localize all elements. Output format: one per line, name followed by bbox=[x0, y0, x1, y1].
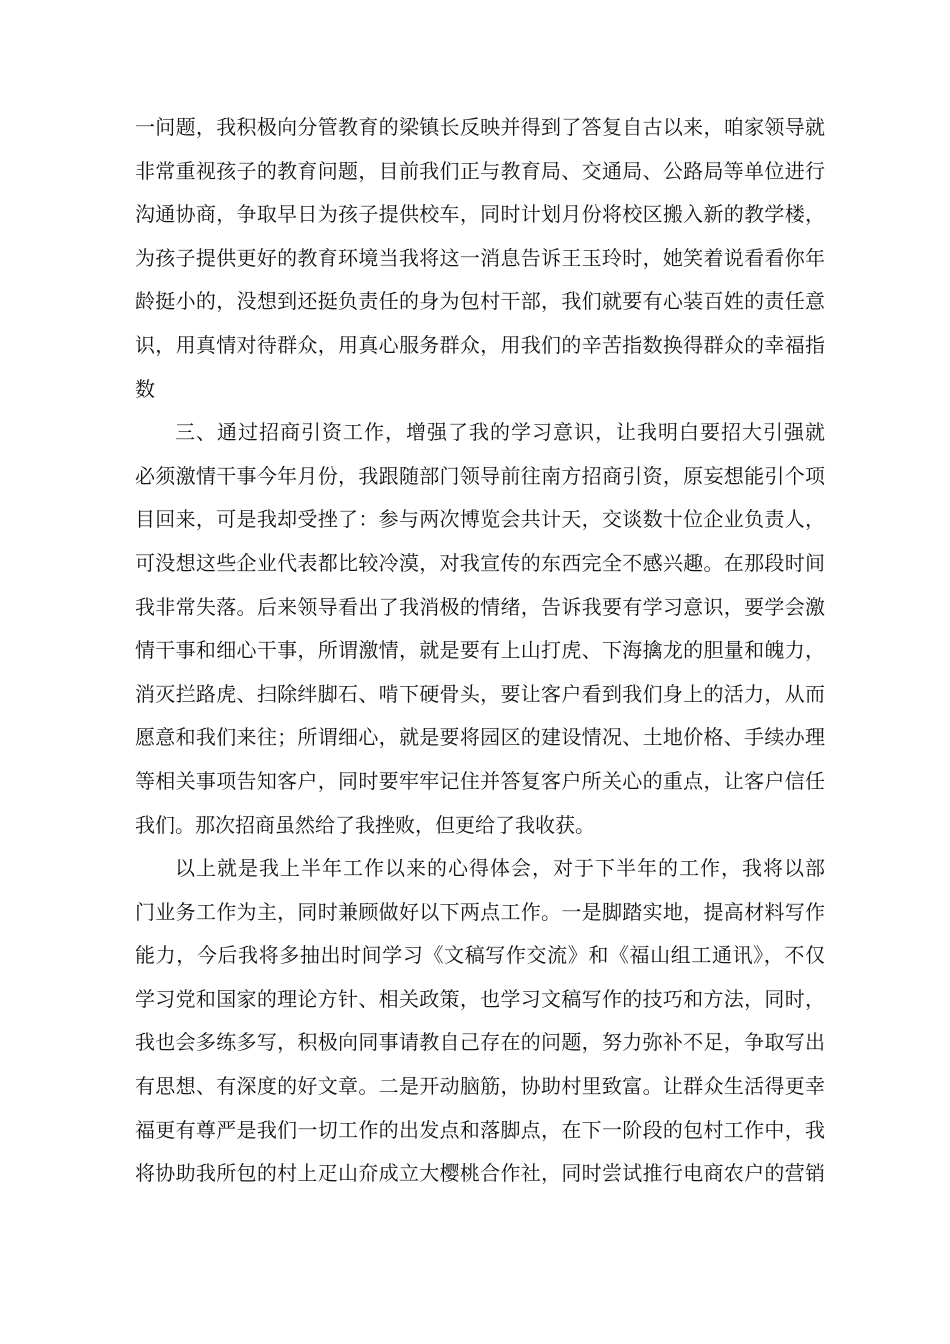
text-line: 学习党和国家的理论方针、相关政策，也学习文稿写作的技巧和方法，同时， bbox=[135, 986, 825, 1011]
text-line: 有思想、有深度的好文章。二是开动脑筋，协助村里致富。让群众生活得更幸 bbox=[135, 1074, 825, 1099]
text-line: 福更有尊严是我们一切工作的出发点和落脚点，在下一阶段的包村工作中，我 bbox=[135, 1117, 825, 1142]
text-line: 龄挺小的，没想到还挺负责任的身为包村干部，我们就要有心装百姓的责任意 bbox=[135, 289, 825, 314]
text-line: 将协助我所包的村上疋山夼成立大樱桃合作社，同时尝试推行电商农户的营销 bbox=[135, 1161, 825, 1186]
text-line: 我们。那次招商虽然给了我挫败，但更给了我收获。 bbox=[135, 812, 595, 837]
text-line: 门业务工作为主，同时兼顾做好以下两点工作。一是脚踏实地，提高材料写作 bbox=[135, 899, 825, 924]
text-line: 识，用真情对待群众，用真心服务群众，用我们的辛苦指数换得群众的幸福指 bbox=[135, 332, 825, 357]
text-line: 非常重视孩子的教育问题，目前我们正与教育局、交通局、公路局等单位进行 bbox=[135, 158, 825, 183]
text-line: 可没想这些企业代表都比较冷漠，对我宣传的东西完全不感兴趣。在那段时间 bbox=[135, 550, 825, 575]
text-line: 沟通协商，争取早日为孩子提供校车，同时计划月份将校区搬入新的教学楼， bbox=[135, 202, 825, 227]
text-line: 消灭拦路虎、扫除绊脚石、啃下硬骨头，要让客户看到我们身上的活力，从而 bbox=[135, 681, 825, 706]
text-line: 能力，今后我将多抽出时间学习《文稿写作交流》和《福山组工通讯》，不仅 bbox=[135, 943, 825, 968]
text-line: 数 bbox=[135, 376, 155, 401]
text-line: 一问题，我积极向分管教育的梁镇长反映并得到了答复自古以来，咱家领导就 bbox=[135, 115, 825, 139]
text-line: 目回来，可是我却受挫了：参与两次博览会共计天，交谈数十位企业负责人， bbox=[135, 507, 825, 532]
text-line: 以上就是我上半年工作以来的心得体会，对于下半年的工作，我将以部 bbox=[175, 856, 825, 881]
document-body bbox=[135, 106, 825, 1196]
text-line: 必须激情干事今年月份，我跟随部门领导前往南方招商引资，原妄想能引个项 bbox=[135, 463, 825, 488]
text-line: 三、通过招商引资工作，增强了我的学习意识，让我明白要招大引强就 bbox=[175, 420, 825, 445]
text-line: 我也会多练多写，积极向同事请教自己存在的问题，努力弥补不足，争取写出 bbox=[135, 1030, 825, 1055]
text-line: 情干事和细心干事，所谓激情，就是要有上山打虎、下海擒龙的胆量和魄力， bbox=[135, 638, 825, 663]
text-line: 为孩子提供更好的教育环境当我将这一消息告诉王玉玲时，她笑着说看看你年 bbox=[135, 245, 825, 270]
text-line: 我非常失落。后来领导看出了我消极的情绪，告诉我要有学习意识，要学会激 bbox=[135, 594, 825, 619]
text-line: 等相关事项告知客户，同时要牢牢记住并答复客户所关心的重点，让客户信任 bbox=[135, 768, 825, 793]
text-line: 愿意和我们来往；所谓细心，就是要将园区的建设情况、土地价格、手续办理 bbox=[135, 725, 825, 750]
